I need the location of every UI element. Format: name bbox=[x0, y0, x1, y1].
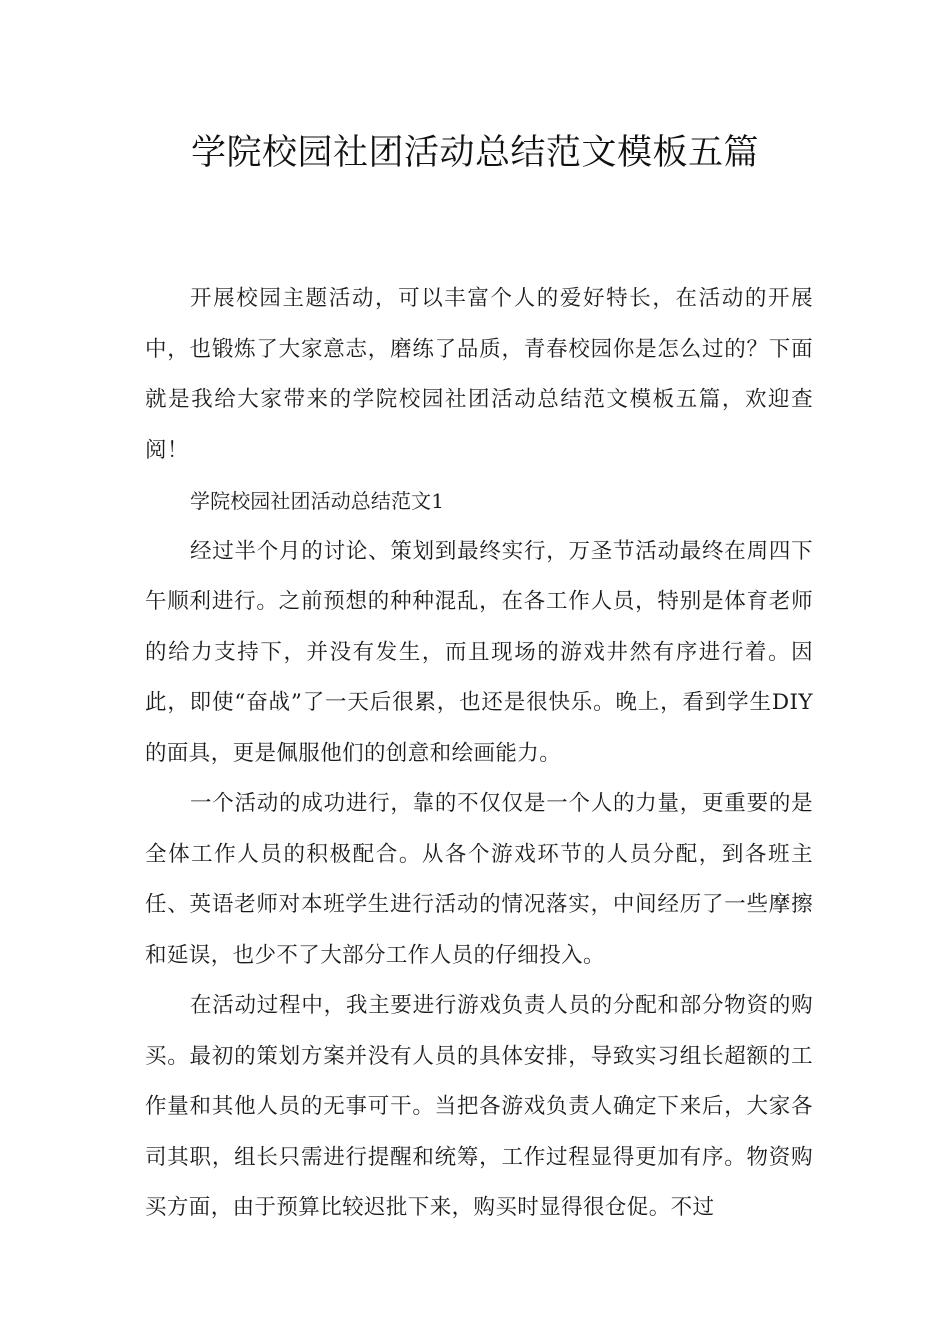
intro-paragraph: 开展校园主题活动，可以丰富个人的爱好特长，在活动的开展中，也锻炼了大家意志，磨练了品质，青春校园你是怎么过的？下面就是我给大家带来的学院校园社团活动总结范文模板五篇，欢迎查阅！ bbox=[145, 286, 813, 463]
document-title: 学院校园社团活动总结范文模板五篇 bbox=[190, 133, 759, 173]
body-paragraph: 一个活动的成功进行，靠的不仅仅是一个人的力量，更重要的是全体工作人员的积极配合。从各个游戏环节的人员分配，到各班主任、英语老师对本班学生进行活动的情况落实，中间经历了一些摩擦和延误，也少不了大部分工作人员的仔细投入。 bbox=[145, 791, 813, 968]
body-paragraph: 在活动过程中，我主要进行游戏负责人员的分配和部分物资的购买。最初的策划方案并没有人员的具体安排，导致实习组长超额的工作量和其他人员的无事可干。当把各游戏负责人确定下来后，大家各司其职，组长只需进行提醒和统筹，工作过程显得更加有序。物资购买方面，由于预算比较迟批下来，购买时显得很仓促。不过 bbox=[145, 993, 813, 1220]
body-paragraph: 经过半个月的讨论、策划到最终实行，万圣节活动最终在周四下午顺利进行。之前预想的种种混乱，在各工作人员，特别是体育老师的给力支持下，并没有发生，而且现场的游戏井然有序进行着。因此，即使“奋战”了一天后很累，也还是很快乐。晚上，看到学生DIY的面具，更是佩服他们的创意和绘画能力。 bbox=[145, 538, 813, 766]
document-body bbox=[145, 274, 813, 1234]
section-heading: 学院校园社团活动总结范文1 bbox=[190, 489, 445, 513]
